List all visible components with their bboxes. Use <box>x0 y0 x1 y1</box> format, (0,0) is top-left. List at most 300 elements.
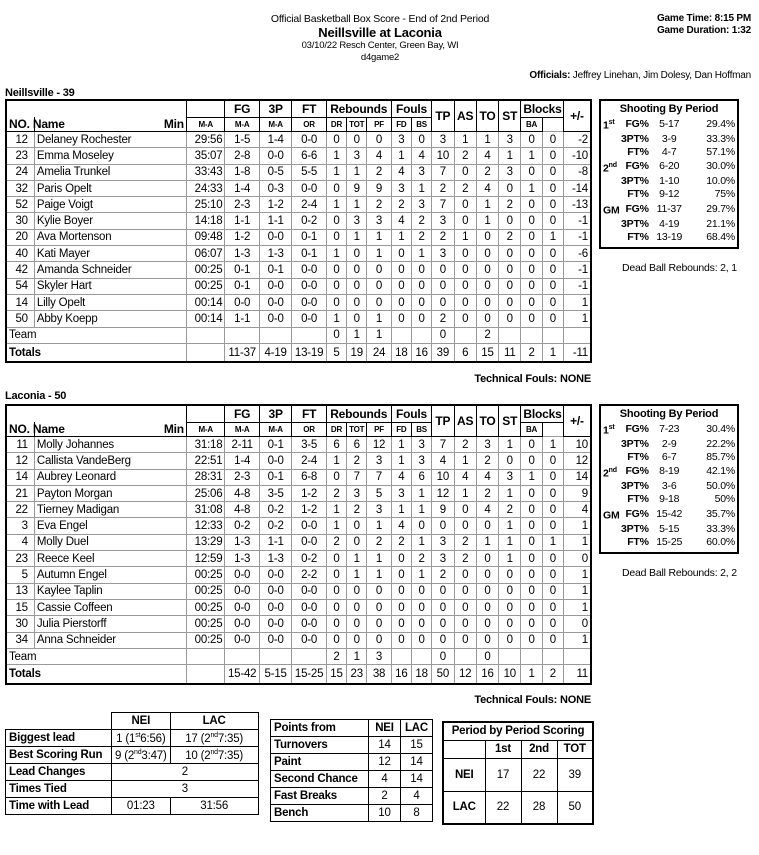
stat-or: 0 <box>326 567 346 583</box>
stat-bs: 0 <box>521 213 542 229</box>
stat-or: 0 <box>326 469 346 485</box>
stat-pm: 9 <box>563 485 591 501</box>
shooting-made-attempted: 1-10 <box>659 175 680 187</box>
stat-tp: 2 <box>432 180 454 196</box>
total-tp3: 5-15 <box>259 665 291 684</box>
col-header-as: AS <box>454 100 476 132</box>
empty-cell <box>186 327 225 343</box>
shooting-row <box>603 421 735 438</box>
stat-ba: 0 <box>542 469 563 485</box>
stat-ft: 6-8 <box>292 469 326 485</box>
player-number: 3 <box>6 518 34 534</box>
stat-dr: 0 <box>347 311 367 327</box>
stat-dr: 0 <box>347 534 367 550</box>
shooting-percentage: 30.0% <box>706 160 735 173</box>
stat-bs: 0 <box>521 246 542 262</box>
shooting-period <box>603 480 621 493</box>
stat-ft: 0-0 <box>292 583 326 599</box>
empty-cell <box>186 665 225 684</box>
col-header-blank <box>186 405 225 422</box>
total-ft: 13-19 <box>292 343 326 362</box>
player-row <box>6 534 591 550</box>
stat-to: 0 <box>476 518 498 534</box>
col-header-rebounds: Rebounds <box>326 100 391 117</box>
player-number: 14 <box>6 469 34 485</box>
stat-dr: 1 <box>347 197 367 213</box>
stat-fg: 1-4 <box>225 180 259 196</box>
summary-row <box>6 781 259 798</box>
shooting-period <box>603 523 621 536</box>
points-from-label: Second Chance <box>271 771 369 788</box>
stat-to: 0 <box>476 278 498 294</box>
stat-pf: 0 <box>391 246 411 262</box>
shooting-stat-label: FT% <box>627 188 649 200</box>
stat-dr: 0 <box>347 294 367 310</box>
stat-tp3: 1-2 <box>259 197 291 213</box>
stat-pf: 0 <box>391 551 411 567</box>
shooting-stat-label: 3PT% <box>621 217 649 230</box>
time-with-lead-lac: 31:56 <box>170 798 258 815</box>
player-row <box>6 294 591 310</box>
col-subheader-dr: DR <box>326 117 346 132</box>
stat-bs: 0 <box>521 294 542 310</box>
stat-as: 0 <box>454 246 476 262</box>
player-name: Ava Mortenson <box>34 229 186 245</box>
player-name: Anna Schneider <box>34 632 186 648</box>
col-subheader-dr: DR <box>326 422 346 437</box>
stat-ft: 2-2 <box>292 567 326 583</box>
team-stat-tot: 3 <box>367 648 391 664</box>
col-header-tp: TP <box>432 100 454 132</box>
stat-pf: 1 <box>391 229 411 245</box>
shooting-period: 2nd <box>603 466 617 479</box>
summary-row <box>6 798 259 815</box>
total-to: 16 <box>476 665 498 684</box>
stat-tp3: 1-1 <box>259 213 291 229</box>
stat-pf: 2 <box>391 534 411 550</box>
shooting-made-attempted: 4-19 <box>659 217 680 230</box>
total-as: 6 <box>454 343 476 362</box>
stat-or: 1 <box>326 518 346 534</box>
points-from-table <box>270 719 433 822</box>
shooting-period: 2nd <box>603 161 617 174</box>
player-name: Kaylee Taplin <box>34 583 186 599</box>
stat-to: 0 <box>476 311 498 327</box>
stat-as: 0 <box>454 583 476 599</box>
points-from-title: Points from <box>271 720 369 737</box>
player-number: 20 <box>6 229 34 245</box>
stat-st: 0 <box>499 567 521 583</box>
shooting-made-attempted: 5-15 <box>659 522 680 535</box>
stat-st: 1 <box>499 518 521 534</box>
stat-pm: 1 <box>563 583 591 599</box>
shooting-row <box>603 523 735 536</box>
stat-or: 0 <box>326 294 346 310</box>
team-label: Neillsville - 39 <box>5 87 75 99</box>
stat-ba: 0 <box>542 294 563 310</box>
stat-fg: 0-0 <box>225 583 259 599</box>
shooting-stat-label: 3PT% <box>621 437 649 450</box>
stat-or: 0 <box>326 278 346 294</box>
empty-cell <box>225 327 259 343</box>
period-score-1st: 17 <box>485 758 521 791</box>
shooting-made-attempted: 3-9 <box>661 132 677 145</box>
stat-ba: 0 <box>542 213 563 229</box>
points-from-label: Bench <box>271 805 369 822</box>
stat-tp: 4 <box>432 453 454 469</box>
stat-fg: 0-1 <box>225 278 259 294</box>
period-score-tot: 39 <box>557 758 593 791</box>
stat-fg: 1-8 <box>225 164 259 180</box>
stat-tot: 2 <box>367 534 391 550</box>
stat-to: 4 <box>476 180 498 196</box>
shooting-percentage: 75% <box>714 188 735 200</box>
stat-tot: 0 <box>367 278 391 294</box>
stat-pm: -13 <box>563 197 591 213</box>
period-scoring-corner <box>443 740 485 758</box>
shooting-made-attempted: 5-17 <box>659 117 680 130</box>
total-pm: -11 <box>563 343 591 362</box>
stat-tp3: 0-0 <box>259 148 291 164</box>
stat-dr: 9 <box>347 180 367 196</box>
player-row <box>6 262 591 278</box>
shooting-row <box>603 116 735 133</box>
shooting-stat-label: 3PT% <box>621 522 649 535</box>
shooting-period <box>603 536 621 549</box>
stat-pm: 10 <box>563 437 591 453</box>
stat-dr: 0 <box>347 632 367 648</box>
stat-tot: 12 <box>367 437 391 453</box>
period-scoring-title: Period by Period Scoring <box>443 722 593 740</box>
stat-st: 1 <box>499 485 521 501</box>
player-minutes: 24:33 <box>186 180 225 196</box>
stat-fd: 1 <box>411 567 431 583</box>
stat-pm: -14 <box>563 180 591 196</box>
stat-to: 1 <box>476 213 498 229</box>
stat-to: 4 <box>476 148 498 164</box>
player-number: 54 <box>6 278 34 294</box>
stat-st: 0 <box>499 213 521 229</box>
stat-dr: 0 <box>347 246 367 262</box>
stat-as: 2 <box>454 180 476 196</box>
period-scoring-table <box>442 721 594 825</box>
stat-to: 1 <box>476 534 498 550</box>
stat-ft: 0-0 <box>292 262 326 278</box>
game-time-label: Game Time: <box>656 13 712 24</box>
col-header-blocks: Blocks <box>521 405 564 422</box>
player-number: 21 <box>6 485 34 501</box>
empty-cell <box>563 648 591 664</box>
stat-pm: -6 <box>563 246 591 262</box>
stat-bs: 0 <box>521 518 542 534</box>
summary-header-lac: LAC <box>170 713 258 730</box>
player-number: 23 <box>6 148 34 164</box>
shooting-period <box>603 493 621 506</box>
empty-cell <box>542 648 563 664</box>
stat-tot: 1 <box>367 518 391 534</box>
stat-pf: 0 <box>391 294 411 310</box>
shooting-made-attempted: 15-25 <box>656 535 683 548</box>
stat-tp3: 0-1 <box>259 469 291 485</box>
col-header-to: TO <box>476 100 498 132</box>
stat-to: 0 <box>476 567 498 583</box>
stat-ba: 0 <box>542 518 563 534</box>
stat-or: 0 <box>326 213 346 229</box>
stat-pm: 12 <box>563 453 591 469</box>
shooting-row <box>603 146 735 159</box>
player-row <box>6 213 591 229</box>
player-row <box>6 485 591 501</box>
stat-ba: 0 <box>542 262 563 278</box>
stat-tp: 2 <box>432 567 454 583</box>
points-from-label: Turnovers <box>271 737 369 754</box>
player-number: 42 <box>6 262 34 278</box>
stat-or: 0 <box>326 583 346 599</box>
points-from-nei: 10 <box>369 805 401 822</box>
stat-st: 2 <box>499 229 521 245</box>
stat-as: 0 <box>454 502 476 518</box>
shooting-row <box>603 218 735 231</box>
shooting-made-attempted: 6-20 <box>659 160 680 173</box>
summary-header-nei: NEI <box>112 713 171 730</box>
stat-tp: 0 <box>432 262 454 278</box>
game-code: d4game2 <box>360 52 400 63</box>
player-number: 12 <box>6 453 34 469</box>
stat-tot: 0 <box>367 262 391 278</box>
stat-or: 1 <box>326 453 346 469</box>
stat-pm: -1 <box>563 262 591 278</box>
stat-tot: 5 <box>367 485 391 501</box>
total-fg: 11-37 <box>225 343 259 362</box>
points-from-nei: 2 <box>369 788 401 805</box>
shooting-made-attempted: 13-19 <box>656 230 683 243</box>
stat-fg: 1-2 <box>225 229 259 245</box>
shooting-period: 1st <box>603 424 615 437</box>
stat-pm: -1 <box>563 278 591 294</box>
player-number: 52 <box>6 197 34 213</box>
team-stat-or: 2 <box>326 648 346 664</box>
player-minutes: 28:31 <box>186 469 225 485</box>
total-tp3: 4-19 <box>259 343 291 362</box>
period-header-1st: 1st <box>485 740 521 758</box>
player-number: 4 <box>6 534 34 550</box>
matchup-title: Neillsville at Laconia <box>318 25 442 40</box>
player-row <box>6 229 591 245</box>
shooting-table <box>603 421 735 549</box>
lead-changes-label: Lead Changes <box>6 764 112 781</box>
stat-fg: 2-3 <box>225 469 259 485</box>
stat-fg: 1-3 <box>225 534 259 550</box>
stat-pm: -10 <box>563 148 591 164</box>
points-from-nei: 12 <box>369 754 401 771</box>
stat-dr: 2 <box>347 502 367 518</box>
total-as: 12 <box>454 665 476 684</box>
team-stat-to: 0 <box>476 648 498 664</box>
stat-st: 2 <box>499 502 521 518</box>
shooting-row <box>603 451 735 464</box>
stat-ba: 0 <box>542 180 563 196</box>
stat-tp: 3 <box>432 213 454 229</box>
shooting-percentage: 35.7% <box>706 507 735 520</box>
stat-pf: 1 <box>391 502 411 518</box>
team-stat-tot: 1 <box>367 327 391 343</box>
shooting-period <box>603 188 621 201</box>
stat-tot: 3 <box>367 502 391 518</box>
stat-bs: 0 <box>521 583 542 599</box>
stat-pf: 2 <box>391 197 411 213</box>
player-name: Julia Pierstorff <box>34 616 186 632</box>
col-header-plus-minus: +/- <box>563 405 591 437</box>
stat-or: 1 <box>326 148 346 164</box>
player-name: Amelia Trunkel <box>34 164 186 180</box>
player-name: Tierney Madigan <box>34 502 186 518</box>
total-tp: 50 <box>432 665 454 684</box>
points-from-lac: 4 <box>401 788 433 805</box>
stat-as: 1 <box>454 229 476 245</box>
stat-pf: 0 <box>391 311 411 327</box>
period-team: LAC <box>443 791 485 824</box>
stat-or: 0 <box>326 132 346 148</box>
player-row <box>6 437 591 453</box>
col-subheader-ma: M-A <box>225 117 259 132</box>
empty-cell <box>499 327 521 343</box>
stat-fg: 0-0 <box>225 616 259 632</box>
officials-names: Jeffrey Linehan, Jim Dolesy, Dan Hoffman <box>572 70 751 81</box>
col-subheader-fd: FD <box>391 117 411 132</box>
game-duration: 1:32 <box>731 25 751 36</box>
stat-bs: 0 <box>521 229 542 245</box>
player-row <box>6 197 591 213</box>
player-minutes: 12:33 <box>186 518 225 534</box>
shooting-percentage: 22.2% <box>706 437 735 450</box>
stat-tp3: 0-0 <box>259 278 291 294</box>
stat-ba: 0 <box>542 632 563 648</box>
col-header-blank <box>6 405 186 422</box>
col-header-no-name: NO. Name <box>6 422 34 437</box>
stat-dr: 1 <box>347 164 367 180</box>
stat-tp3: 0-0 <box>259 567 291 583</box>
col-header-plus-minus: +/- <box>563 100 591 132</box>
stat-ft: 6-6 <box>292 148 326 164</box>
shooting-period: GM <box>603 204 620 217</box>
stat-or: 2 <box>326 485 346 501</box>
totals-row <box>6 665 591 684</box>
shooting-percentage: 29.7% <box>706 202 735 215</box>
player-number: 24 <box>6 164 34 180</box>
shooting-stat-label: FT% <box>627 230 649 243</box>
stat-fd: 3 <box>411 453 431 469</box>
points-from-label: Paint <box>271 754 369 771</box>
stat-tp3: 0-0 <box>259 583 291 599</box>
stat-fg: 1-3 <box>225 246 259 262</box>
stat-ba: 0 <box>542 311 563 327</box>
stat-tot: 7 <box>367 469 391 485</box>
col-subheader-bs: BS <box>411 117 431 132</box>
total-st: 10 <box>499 665 521 684</box>
stat-pf: 0 <box>391 632 411 648</box>
stat-tp: 0 <box>432 278 454 294</box>
stat-ft: 0-0 <box>292 311 326 327</box>
stat-fg: 1-1 <box>225 213 259 229</box>
totals-label: Totals <box>6 343 186 362</box>
shooting-stat-label: FG% <box>625 117 649 130</box>
stat-bs: 0 <box>521 567 542 583</box>
stat-as: 1 <box>454 485 476 501</box>
stat-or: 0 <box>326 616 346 632</box>
stat-ft: 1-2 <box>292 502 326 518</box>
stat-tot: 3 <box>367 213 391 229</box>
col-header-ft: FT <box>292 405 326 422</box>
stat-to: 2 <box>476 485 498 501</box>
stat-ft: 2-4 <box>292 197 326 213</box>
stat-tp: 0 <box>432 599 454 615</box>
total-pf: 16 <box>391 665 411 684</box>
shooting-stat-label: FT% <box>627 535 649 548</box>
dead-ball-rebounds: Dead Ball Rebounds: 2, 2 <box>622 567 737 579</box>
player-name: Paige Voigt <box>34 197 186 213</box>
stat-tot: 0 <box>367 616 391 632</box>
stat-to: 1 <box>476 132 498 148</box>
stat-pm: 4 <box>563 502 591 518</box>
stat-dr: 3 <box>347 485 367 501</box>
period-row-lac <box>443 791 593 824</box>
team-stat-to: 2 <box>476 327 498 343</box>
col-header-blank <box>186 100 225 117</box>
stat-pf: 0 <box>391 278 411 294</box>
total-fd: 16 <box>411 343 431 362</box>
summary-row <box>6 764 259 781</box>
stat-pf: 3 <box>391 485 411 501</box>
player-minutes: 09:48 <box>186 229 225 245</box>
stat-tot: 0 <box>367 632 391 648</box>
player-minutes: 31:08 <box>186 502 225 518</box>
stat-to: 3 <box>476 437 498 453</box>
stat-or: 0 <box>326 599 346 615</box>
stat-as: 2 <box>454 437 476 453</box>
stat-tp3: 0-1 <box>259 262 291 278</box>
player-name: Eva Engel <box>34 518 186 534</box>
stat-fg: 0-0 <box>225 294 259 310</box>
stat-dr: 0 <box>347 132 367 148</box>
stat-ft: 2-4 <box>292 453 326 469</box>
player-minutes: 35:07 <box>186 148 225 164</box>
shooting-made-attempted: 7-23 <box>659 422 680 435</box>
stat-fg: 4-8 <box>225 485 259 501</box>
team-stat-tp: 0 <box>432 648 454 664</box>
period-score-1st: 22 <box>485 791 521 824</box>
stat-ft: 0-0 <box>292 180 326 196</box>
stat-st: 1 <box>499 148 521 164</box>
shooting-row <box>603 438 735 451</box>
stat-pf: 3 <box>391 132 411 148</box>
stat-ba: 0 <box>542 502 563 518</box>
empty-cell <box>259 648 291 664</box>
stat-to: 0 <box>476 551 498 567</box>
empty-cell <box>259 327 291 343</box>
stat-dr: 0 <box>347 616 367 632</box>
game-duration-label: Game Duration: <box>656 25 730 36</box>
shooting-stat-label: FG% <box>625 422 649 435</box>
stat-fd: 1 <box>411 502 431 518</box>
stat-or: 6 <box>326 437 346 453</box>
empty-cell <box>391 327 411 343</box>
shooting-made-attempted: 15-42 <box>656 507 683 520</box>
points-from-row <box>271 771 433 788</box>
stat-as: 1 <box>454 132 476 148</box>
stat-tp: 9 <box>432 502 454 518</box>
stat-tp3: 0-0 <box>259 229 291 245</box>
points-from-lac: 14 <box>401 754 433 771</box>
